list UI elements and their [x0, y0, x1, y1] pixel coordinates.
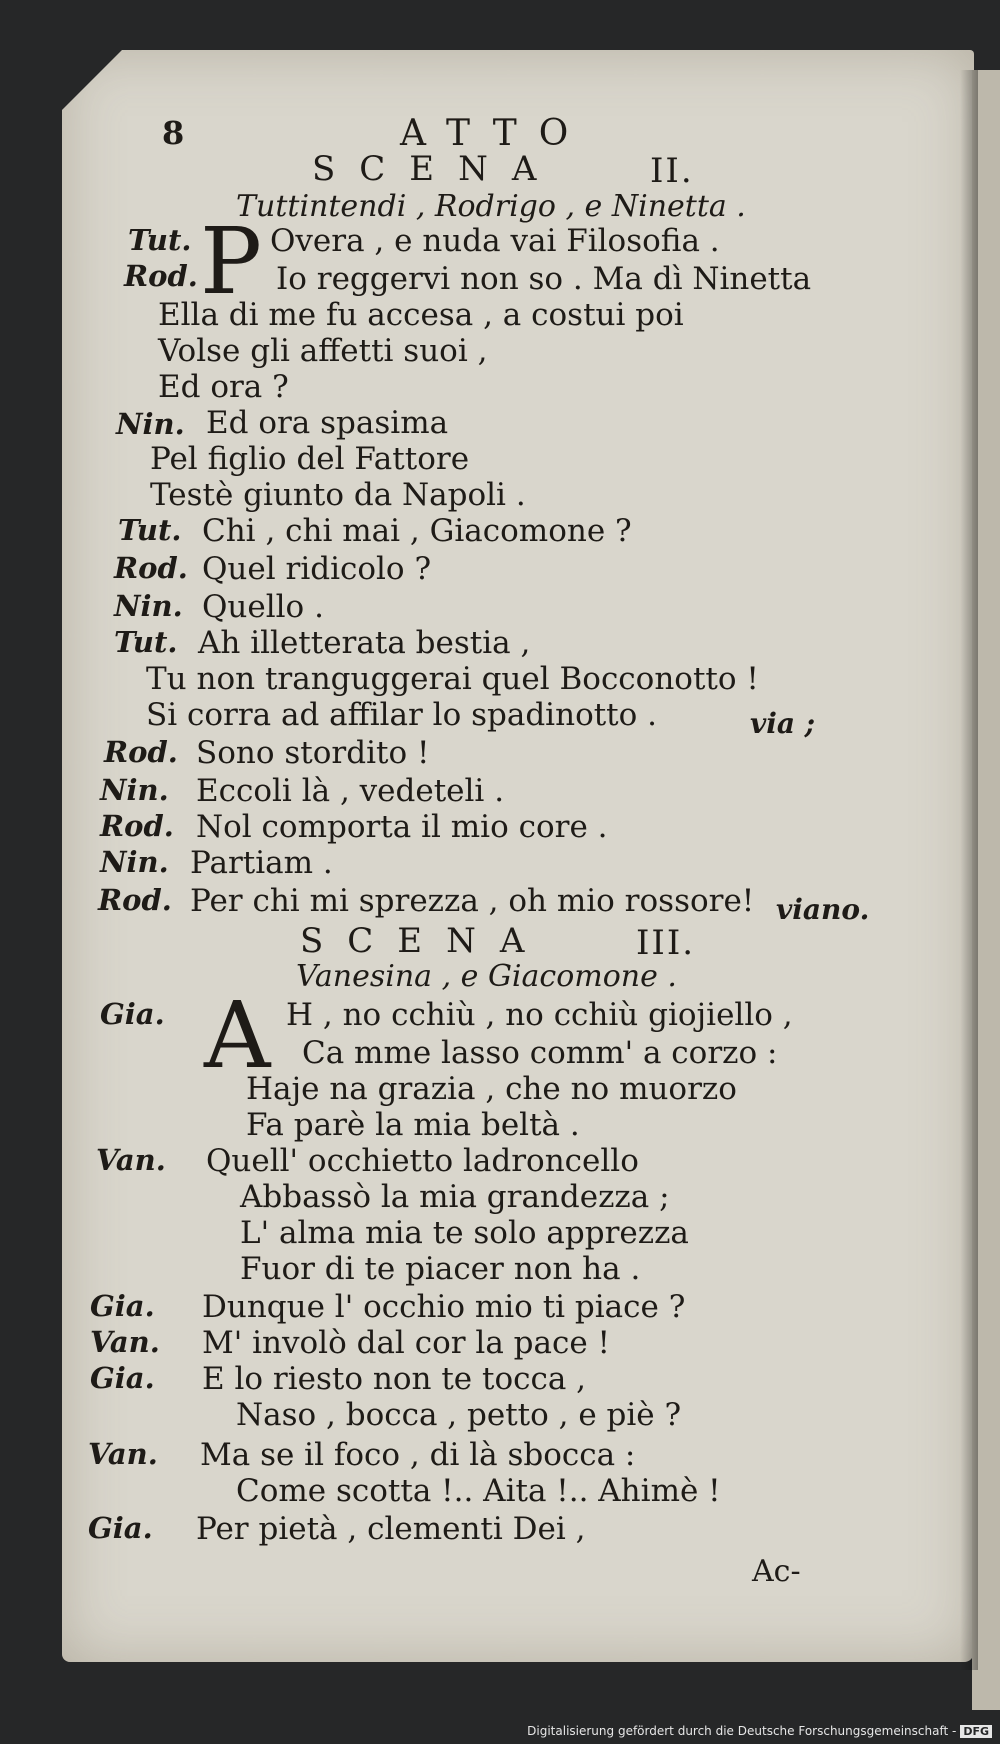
- verse-line: Abbassò la mia grandezza ;: [240, 1179, 670, 1215]
- running-head: ATTO: [400, 113, 591, 154]
- verse-line: Haje na grazia , che no muorzo: [246, 1071, 737, 1107]
- speaker: Nin.: [100, 845, 169, 879]
- dfg-logo: DFG: [960, 1725, 992, 1738]
- verse-line: Come scotta !.. Aita !.. Ahimè !: [236, 1473, 721, 1509]
- verse-line: Quello .: [202, 589, 324, 625]
- speaker: Van.: [90, 1325, 160, 1359]
- verse-line: Ah illetterata bestia ,: [198, 625, 531, 661]
- verse-line: Io reggervi non so . Ma dì Ninetta: [276, 261, 812, 297]
- verse-line: Fa parè la mia beltà .: [246, 1107, 580, 1143]
- speaker: Gia.: [90, 1289, 155, 1323]
- speaker: Nin.: [114, 589, 183, 623]
- verse-line: Ma se il foco , di là sbocca :: [200, 1437, 636, 1473]
- verse-line: Ca mme lasso comm' a corzo :: [302, 1035, 778, 1071]
- verse-line: Si corra ad affilar lo spadinotto .: [146, 697, 658, 733]
- verse-line: L' alma mia te solo apprezza: [240, 1215, 689, 1251]
- verse-line: Sono stordito !: [196, 735, 430, 771]
- digitization-credit: [527, 1724, 992, 1738]
- speaker: Gia.: [88, 1511, 153, 1545]
- verse-line: Naso , bocca , petto , e piè ?: [236, 1397, 682, 1433]
- speaker: Tut.: [114, 625, 178, 659]
- speaker: Rod.: [124, 259, 198, 293]
- scene-2-heading: SCENA: [312, 149, 561, 189]
- verse-line: Dunque l' occhio mio ti piace ?: [202, 1289, 686, 1325]
- speaker: Gia.: [100, 997, 165, 1031]
- scene-3-dropcap: A: [204, 982, 271, 1089]
- speaker: Nin.: [116, 407, 185, 441]
- speaker: Nin.: [100, 773, 169, 807]
- speaker: Gia.: [90, 1361, 155, 1395]
- speaker: Tut.: [118, 513, 182, 547]
- verse-line: Tu non tranguggerai quel Bocconotto !: [146, 661, 759, 697]
- speaker: Van.: [96, 1143, 166, 1177]
- verse-line: Partiam .: [190, 845, 333, 881]
- verse-line: Fuor di te piacer non ha .: [240, 1251, 641, 1287]
- verse-line: Per chi mi sprezza , oh mio rossore!: [190, 883, 755, 919]
- speaker: Rod.: [104, 735, 178, 769]
- verse-line: M' involò dal cor la pace !: [202, 1325, 610, 1361]
- scene-3-heading: SCENA: [300, 921, 549, 961]
- verse-line: Nol comporta il mio core .: [196, 809, 608, 845]
- verse-line: Eccoli là , vedeteli .: [196, 773, 505, 809]
- verse-line: Quell' occhietto ladroncello: [206, 1143, 639, 1179]
- verse-line: Chi , chi mai , Giacomone ?: [202, 513, 632, 549]
- verse-line: H , no cchiù , no cchiù giojiello ,: [286, 997, 793, 1033]
- verse-line: Volse gli affetti suoi ,: [158, 333, 488, 369]
- speaker: Rod.: [114, 551, 188, 585]
- verse-line: Ella di me fu accesa , a costui poi: [158, 297, 684, 333]
- verse-line: Overa , e nuda vai Filosofia .: [270, 223, 720, 259]
- verse-line: Per pietà , clementi Dei ,: [196, 1511, 586, 1547]
- page-number: 8: [162, 114, 185, 152]
- catchword: Ac-: [752, 1554, 801, 1589]
- verse-line: Ed ora ?: [158, 369, 289, 405]
- stage-direction: viano.: [776, 893, 870, 926]
- speaker: Rod.: [98, 883, 172, 917]
- verse-line: Quel ridicolo ?: [202, 551, 432, 587]
- scene-2-number: II.: [650, 151, 694, 191]
- scene-2-dropcap: P: [200, 208, 262, 315]
- speaker: Rod.: [100, 809, 174, 843]
- scene-3-cast: Vanesina , e Giacomone .: [296, 959, 677, 994]
- stage-direction: via ;: [750, 707, 816, 740]
- speaker: Van.: [88, 1437, 158, 1471]
- verse-line: E lo riesto non te tocca ,: [202, 1361, 587, 1397]
- scene-3-number: III.: [636, 923, 696, 963]
- credit-text: Digitalisierung gefördert durch die Deutsche Forschungsgemeinschaft -: [527, 1724, 957, 1738]
- scene-2-cast: Tuttintendi , Rodrigo , e Ninetta .: [236, 189, 746, 224]
- speaker: Tut.: [128, 223, 192, 257]
- verse-line: Pel figlio del Fattore: [150, 441, 470, 477]
- verse-line: Testè giunto da Napoli .: [150, 477, 526, 513]
- verse-line: Ed ora spasima: [206, 405, 449, 441]
